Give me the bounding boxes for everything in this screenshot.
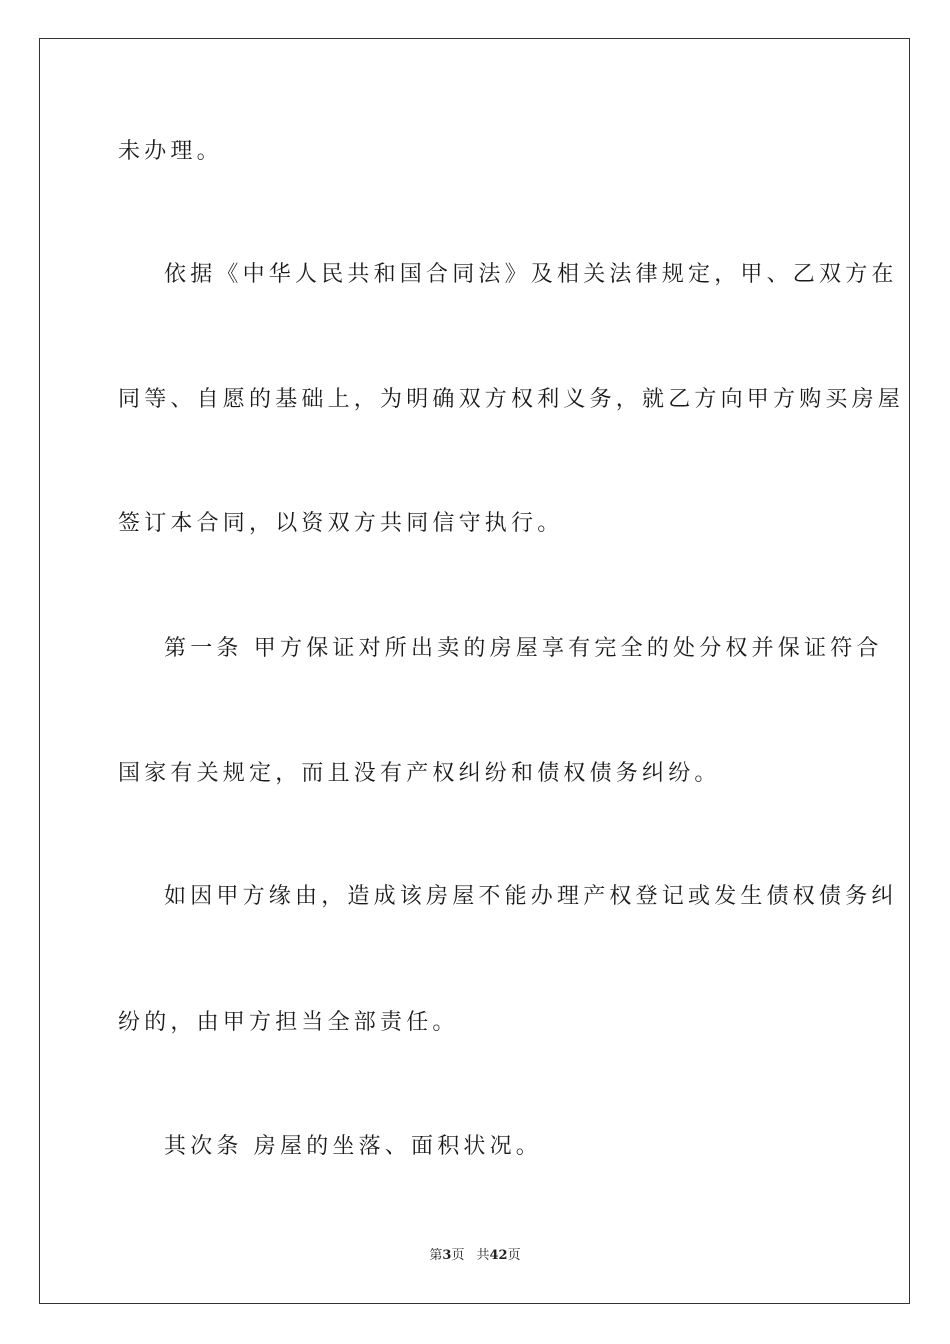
text-line-1: 未办理。 <box>118 139 223 164</box>
paragraph-line-9: 其次条 房屋的坐落、面积状况。 <box>164 1134 542 1159</box>
total-suffix: 页 <box>507 1248 521 1263</box>
current-page-number: 3 <box>442 1248 452 1263</box>
text-line-3: 同等、自愿的基础上，为明确双方权利义务，就乙方向甲方购买房屋 <box>118 387 905 412</box>
paragraph-line-7: 如因甲方缘由，造成该房屋不能办理产权登记或发生债权债务纠 <box>164 884 898 909</box>
total-prefix: 共 <box>476 1248 490 1263</box>
paragraph-line-5: 第一条 甲方保证对所出卖的房屋享有完全的处分权并保证符合 <box>164 636 883 661</box>
page-suffix: 页 <box>451 1248 465 1263</box>
text-line-8: 纷的，由甲方担当全部责任。 <box>118 1010 459 1035</box>
page-prefix: 第 <box>429 1248 443 1263</box>
page-footer <box>0 1247 950 1265</box>
paragraph-line-2: 依据《中华人民共和国合同法》及相关法律规定，甲、乙双方在 <box>164 262 898 287</box>
text-line-6: 国家有关规定，而且没有产权纠纷和债权债务纠纷。 <box>118 761 721 786</box>
total-page-number: 42 <box>489 1248 508 1263</box>
text-line-4: 签订本合同，以资双方共同信守执行。 <box>118 511 564 536</box>
page-border <box>39 38 910 1304</box>
